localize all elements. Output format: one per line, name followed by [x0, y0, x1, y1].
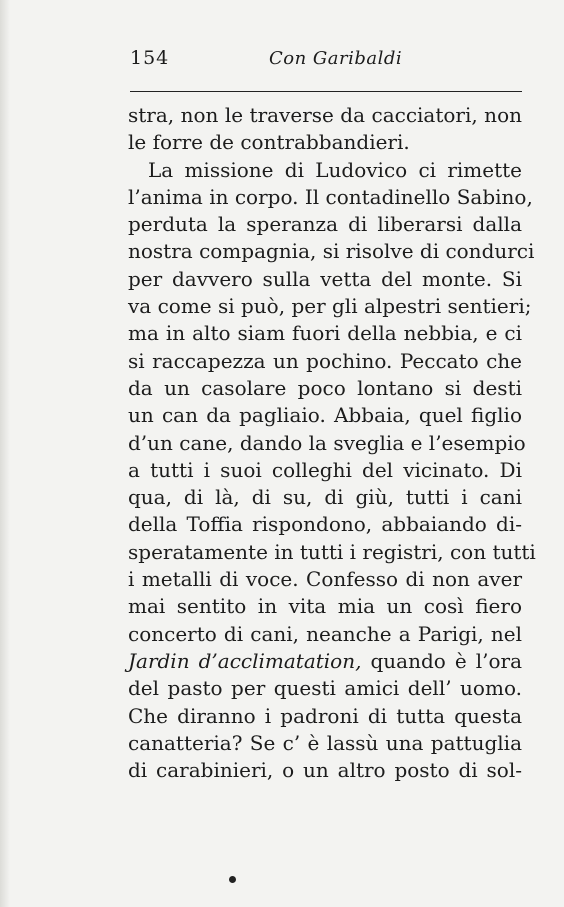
text-line: La missione di Ludovico ci rimette [148, 157, 522, 182]
text-line: concerto di cani, neanche a Parigi, nel [128, 621, 522, 646]
page-header [130, 47, 522, 73]
text-line: a tutti i suoi colleghi del vicinato. Di [128, 457, 522, 482]
running-title: Con Garibaldi [269, 48, 403, 69]
text-line: qua, di là, di su, di giù, tutti i cani [128, 485, 522, 510]
text-line-with-italic [128, 648, 522, 675]
text-line: va come si può, per gli alpestri sentieri; [128, 294, 532, 319]
text-line: nostra compagnia, si risolve di condurci [128, 239, 535, 264]
text-line: Che diranno i padroni di tutta questa [128, 703, 522, 728]
page-mark-dot [229, 876, 236, 883]
page-number: 154 [130, 47, 170, 69]
italic-phrase: Jardin d’acclimatation, [128, 648, 362, 673]
text-line: un can da pagliaio. Abbaia, quel figlio [128, 403, 522, 428]
text-line: canatteria? Se c’ è lassù una pattuglia [128, 730, 522, 755]
text-line: della Toffia rispondono, abbaiando di- [128, 512, 522, 537]
text-line: mai sentito in vita mia un così fiero [128, 594, 522, 619]
page-edge-shadow [0, 0, 10, 907]
text-line: si raccapezza un pochino. Peccato che [128, 348, 522, 373]
text-line: d’un cane, dando la sveglia e l’esempio [128, 430, 526, 455]
text-line: di carabinieri, o un altro posto di sol- [128, 758, 522, 783]
text-line: l’anima in corpo. Il contadinello Sabino, [128, 184, 533, 209]
text-line: per davvero sulla vetta del monte. Si [128, 266, 522, 291]
text-line: ma in alto siam fuori della nebbia, e ci [128, 321, 522, 346]
body-text [128, 102, 536, 784]
text-line: del pasto per questi amici dell’ uomo. [128, 676, 522, 701]
text-line: perduta la speranza di liberarsi dalla [128, 212, 522, 237]
text-line: le forre de contrabbandieri. [128, 130, 410, 155]
text-line: stra, non le traverse da cacciatori, non [128, 103, 522, 127]
header-rule [130, 91, 522, 92]
text-line-rest: quando è l’ora [370, 648, 522, 673]
text-line: da un casolare poco lontano si desti [128, 375, 522, 400]
text-line: i metalli di voce. Confesso di non aver [128, 567, 522, 592]
text-line: speratamente in tutti i registri, con tutti [128, 539, 536, 564]
